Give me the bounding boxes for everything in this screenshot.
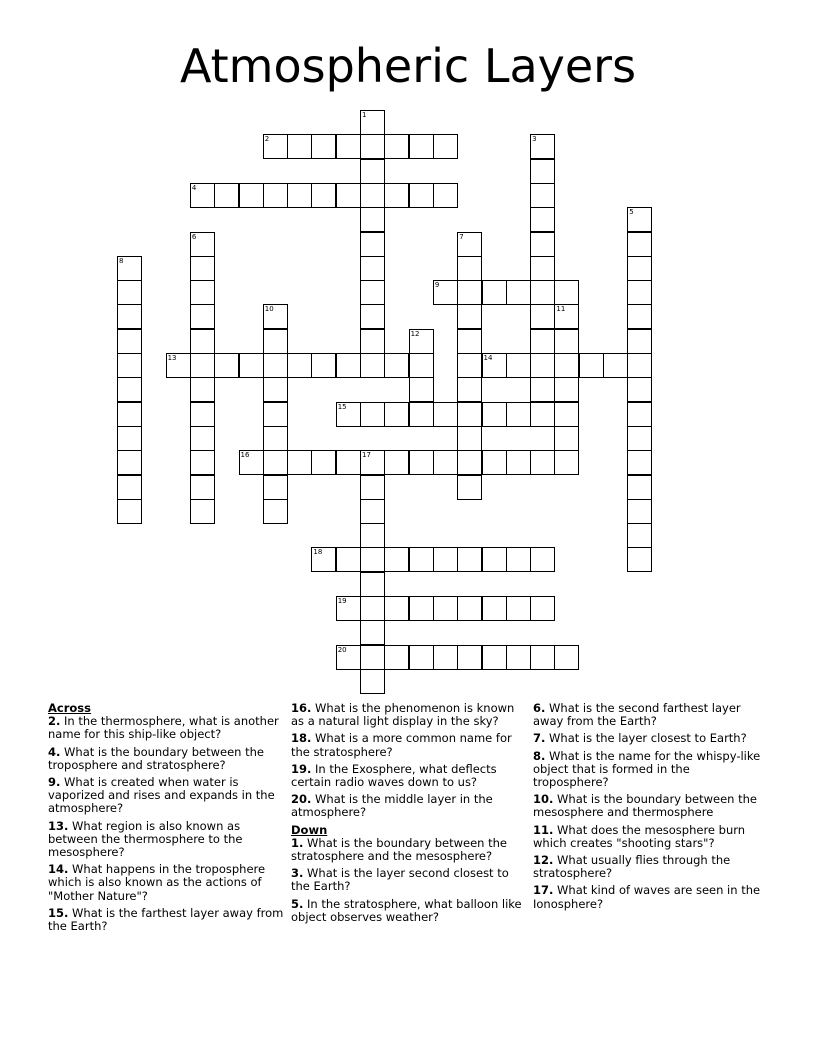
clue-across-13: 13. What region is also known as between the thermosphere to the mesosphere? [48,818,243,860]
clue-down-7: 7. What is the layer closest to Earth? [533,731,747,746]
crossword-cell[interactable] [457,426,482,451]
crossword-cell[interactable] [530,547,555,572]
crossword-cell[interactable] [360,620,385,645]
crossword-cell[interactable] [360,645,385,670]
crossword-cell[interactable] [384,353,409,378]
crossword-cell[interactable] [117,256,142,281]
crossword-cell[interactable] [263,402,288,427]
clue-number: 3 [532,135,537,144]
crossword-cell[interactable] [311,353,336,378]
crossword-cell[interactable] [190,183,215,208]
crossword-cell[interactable] [409,377,434,402]
crossword-cell[interactable] [360,329,385,354]
crossword-cell[interactable] [336,645,361,670]
crossword-cell[interactable] [263,329,288,354]
crossword-cell[interactable] [190,499,215,524]
crossword-cell[interactable] [384,645,409,670]
clue-down-1: 1. What is the boundary between the stratosphere and the mesosphere? [291,835,507,864]
crossword-cell[interactable] [554,329,579,354]
crossword-cell[interactable] [263,450,288,475]
crossword-cell[interactable] [627,280,652,305]
crossword-cell[interactable] [360,353,385,378]
crossword-cell[interactable] [457,402,482,427]
crossword-cell[interactable] [336,547,361,572]
crossword-cell[interactable] [263,134,288,159]
clue-number: 7 [459,232,464,241]
crossword-cell[interactable] [190,329,215,354]
crossword-cell[interactable] [530,645,555,670]
crossword-cell[interactable] [409,353,434,378]
crossword-cell[interactable] [482,353,507,378]
crossword-cell[interactable] [530,159,555,184]
crossword-cell[interactable] [263,304,288,329]
crossword-cell[interactable] [360,232,385,257]
crossword-cell[interactable] [627,499,652,524]
clue-down-8: 8. What is the name for the whispy-like object that is formed in the troposphere? [533,748,761,790]
crossword-cell[interactable] [457,377,482,402]
crossword-cell[interactable] [506,280,531,305]
crossword-cell[interactable] [457,547,482,572]
crossword-cell[interactable] [433,547,458,572]
crossword-cell[interactable] [530,377,555,402]
crossword-cell[interactable] [506,402,531,427]
crossword-cell[interactable] [384,134,409,159]
clue-across-15: 15. What is the farthest layer away from the Earth? [48,905,284,934]
crossword-cell[interactable] [627,450,652,475]
crossword-cell[interactable] [627,377,652,402]
crossword-cell[interactable] [627,547,652,572]
crossword-cell[interactable] [627,353,652,378]
crossword-cell[interactable] [554,377,579,402]
crossword-cell[interactable] [190,304,215,329]
crossword-cell[interactable] [433,402,458,427]
crossword-cell[interactable] [530,207,555,232]
clue-number: 1 [362,111,367,119]
crossword-cell[interactable] [554,450,579,475]
crossword-cell[interactable] [603,353,628,378]
crossword-cell[interactable] [530,134,555,159]
crossword-cell[interactable] [457,304,482,329]
crossword-cell[interactable] [384,183,409,208]
crossword-cell[interactable] [311,134,336,159]
crossword-cell[interactable] [117,450,142,475]
crossword-cell[interactable] [117,475,142,500]
crossword-cell[interactable] [190,353,215,378]
crossword-cell[interactable] [117,329,142,354]
crossword-cell[interactable] [457,596,482,621]
crossword-cell[interactable] [530,353,555,378]
crossword-cell[interactable] [263,377,288,402]
crossword-cell[interactable] [482,280,507,305]
crossword-cell[interactable] [627,329,652,354]
crossword-cell[interactable] [530,183,555,208]
crossword-cell[interactable] [117,402,142,427]
clue-number: 20 [337,645,347,654]
crossword-cell[interactable] [409,402,434,427]
crossword-cell[interactable] [287,450,312,475]
crossword-cell[interactable] [409,183,434,208]
crossword-cell[interactable] [263,353,288,378]
clue-number: 16 [240,451,250,460]
crossword-cell[interactable] [384,596,409,621]
crossword-cell[interactable] [336,353,361,378]
crossword-cell[interactable] [554,304,579,329]
crossword-cell[interactable] [360,134,385,159]
crossword-cell[interactable] [433,280,458,305]
clue-down-12: 12. What usually flies through the stratosphere? [533,853,731,881]
crossword-cell[interactable] [311,450,336,475]
crossword-cell[interactable] [409,134,434,159]
clue-number: 2 [264,135,270,144]
crossword-cell[interactable] [627,207,652,232]
clues-column-2 [291,702,527,928]
crossword-cell[interactable] [627,256,652,281]
crossword-cell[interactable] [433,134,458,159]
crossword-cell[interactable] [166,353,191,378]
crossword-cell[interactable] [554,426,579,451]
down-heading: Down [291,822,328,837]
crossword-cell[interactable] [530,596,555,621]
crossword-cell[interactable] [457,280,482,305]
clue-across-14: 14. What happens in the troposphere which is also known as the actions of "Mother Nature"? [48,862,266,903]
crossword-cell[interactable] [360,183,385,208]
crossword-cell[interactable] [190,280,215,305]
clue-across-20: 20. What is the middle layer in the atmosphere? [291,792,493,820]
crossword-cell[interactable] [627,475,652,500]
crossword-cell[interactable] [409,329,434,354]
crossword-cell[interactable] [239,450,264,475]
crossword-cell[interactable] [433,645,458,670]
crossword-cell[interactable] [384,402,409,427]
crossword-cell[interactable] [117,280,142,305]
crossword-cell[interactable] [190,426,215,451]
crossword-cell[interactable] [360,256,385,281]
crossword-cell[interactable] [482,402,507,427]
clue-number: 18 [313,548,323,557]
clue-number: 11 [556,305,566,314]
crossword-cell[interactable] [263,475,288,500]
crossword-cell[interactable] [457,450,482,475]
crossword-cell[interactable] [457,329,482,354]
crossword-cell[interactable] [530,280,555,305]
crossword-cell[interactable] [384,450,409,475]
crossword-cell[interactable] [482,596,507,621]
crossword-cell[interactable] [554,402,579,427]
crossword-cell[interactable] [336,134,361,159]
crossword-cell[interactable] [360,280,385,305]
crossword-cell[interactable] [457,645,482,670]
crossword-cell[interactable] [263,426,288,451]
crossword-cell[interactable] [530,232,555,257]
crossword-cell[interactable] [457,475,482,500]
crossword-cell[interactable] [360,523,385,548]
clue-across-4: 4. What is the boundary between the troposphere and stratosphere? [48,744,264,772]
crossword-cell[interactable] [190,402,215,427]
crossword-cell[interactable] [530,450,555,475]
crossword-cell[interactable] [554,353,579,378]
crossword-cell[interactable] [433,450,458,475]
clue-number: 12 [410,329,420,338]
crossword-cell[interactable] [190,475,215,500]
clue-number: 17 [362,451,371,460]
crossword-cell[interactable] [530,256,555,281]
crossword-cell[interactable] [384,547,409,572]
crossword-cell[interactable] [360,110,385,135]
crossword-cell[interactable] [117,426,142,451]
clue-down-11: 11. What does the mesosphere burn which creates "shooting stars"? [533,822,746,850]
crossword-cell[interactable] [117,353,142,378]
clue-across-9: 9. What is created when water is vaporized and rises and expands in the atmosphere? [48,775,275,816]
clue-number: 4 [191,183,197,192]
across-heading: Across [48,701,91,715]
crossword-cell[interactable] [627,426,652,451]
crossword-cell[interactable] [360,572,385,597]
crossword-cell[interactable] [214,353,239,378]
clue-number: 13 [167,354,177,362]
crossword-cell[interactable] [360,596,385,621]
crossword-cell[interactable] [336,402,361,427]
clue-number: 8 [119,256,124,265]
crossword-cell[interactable] [554,645,579,670]
clue-across-16: 16. What is the phenomenon is known as a natural light display in the sky? [291,701,515,729]
crossword-cell[interactable] [457,256,482,281]
clue-across-2: 2. In the thermosphere, what is another name for this ship-like object? [48,714,279,742]
crossword-cell[interactable] [482,645,507,670]
crossword-cell[interactable] [360,499,385,524]
crossword-cell[interactable] [360,304,385,329]
crossword-cell[interactable] [360,475,385,500]
crossword-cell[interactable] [627,304,652,329]
crossword-cell[interactable] [360,207,385,232]
clue-down-10: 10. What is the boundary between the mesosphere and thermosphere [533,792,757,820]
crossword-cell[interactable] [409,547,434,572]
crossword-cell[interactable] [311,183,336,208]
clue-number: 9 [434,281,440,290]
clue-down-6: 6. What is the second farthest layer away from the Earth? [533,701,741,729]
crossword-cell[interactable] [239,353,264,378]
clue-number: 6 [191,232,197,241]
crossword-cell[interactable] [190,450,215,475]
crossword-cell[interactable] [190,232,215,257]
crossword-cell[interactable] [117,499,142,524]
crossword-cell[interactable] [117,377,142,402]
clues-column-1 [48,702,284,937]
crossword-cell[interactable] [117,304,142,329]
clue-number: 15 [337,402,347,411]
crossword-cell[interactable] [530,329,555,354]
clue-number: 10 [264,305,274,314]
crossword-cell[interactable] [287,134,312,159]
crossword-cell[interactable] [336,596,361,621]
crossword-cell[interactable] [360,402,385,427]
crossword-cell[interactable] [311,547,336,572]
clue-across-19: 19. In the Exosphere, what deflects certain radio waves down to us? [291,761,497,790]
crossword-cell[interactable] [214,183,239,208]
crossword-cell[interactable] [506,450,531,475]
crossword-cell[interactable] [627,402,652,427]
crossword-cell[interactable] [433,183,458,208]
clue-across-18: 18. What is a more common name for the stratosphere? [291,731,512,759]
clues-column-3 [533,702,769,915]
crossword-cell[interactable] [482,450,507,475]
crossword-cell[interactable] [482,547,507,572]
crossword-cell[interactable] [530,304,555,329]
crossword-cell[interactable] [336,183,361,208]
crossword-cell[interactable] [554,280,579,305]
crossword-cell[interactable] [360,547,385,572]
clue-number: 19 [337,597,347,605]
crossword-cell[interactable] [579,353,604,378]
crossword-cell[interactable] [239,183,264,208]
crossword-cell[interactable] [433,596,458,621]
crossword-cell[interactable] [627,523,652,548]
crossword-cell[interactable] [263,183,288,208]
clue-down-3: 3. What is the layer second closest to the Earth? [291,866,509,894]
crossword-cell[interactable] [263,499,288,524]
crossword-cell[interactable] [506,645,531,670]
clue-down-17: 17. What kind of waves are seen in the Ionosphere? [533,883,761,911]
crossword-cell[interactable] [360,159,385,184]
crossword-cell[interactable] [530,402,555,427]
crossword-cell[interactable] [360,450,385,475]
clue-down-5: 5. In the stratosphere, what balloon like object observes weather? [291,896,522,924]
crossword-cell[interactable] [457,353,482,378]
crossword-cell[interactable] [409,645,434,670]
crossword-cell[interactable] [627,232,652,257]
page-title: Atmospheric Layers [179,39,637,93]
clue-number: 14 [483,354,493,362]
clue-number: 5 [629,208,634,217]
crossword-cell[interactable] [506,353,531,378]
crossword-cell[interactable] [287,353,312,378]
crossword-cell[interactable] [190,256,215,281]
crossword-cell[interactable] [457,232,482,257]
crossword-cell[interactable] [409,450,434,475]
crossword-cell[interactable] [506,547,531,572]
crossword-cell[interactable] [190,377,215,402]
crossword-cell[interactable] [506,596,531,621]
crossword-cell[interactable] [409,596,434,621]
crossword-cell[interactable] [287,183,312,208]
crossword-cell[interactable] [360,669,385,694]
crossword-cell[interactable] [336,450,361,475]
